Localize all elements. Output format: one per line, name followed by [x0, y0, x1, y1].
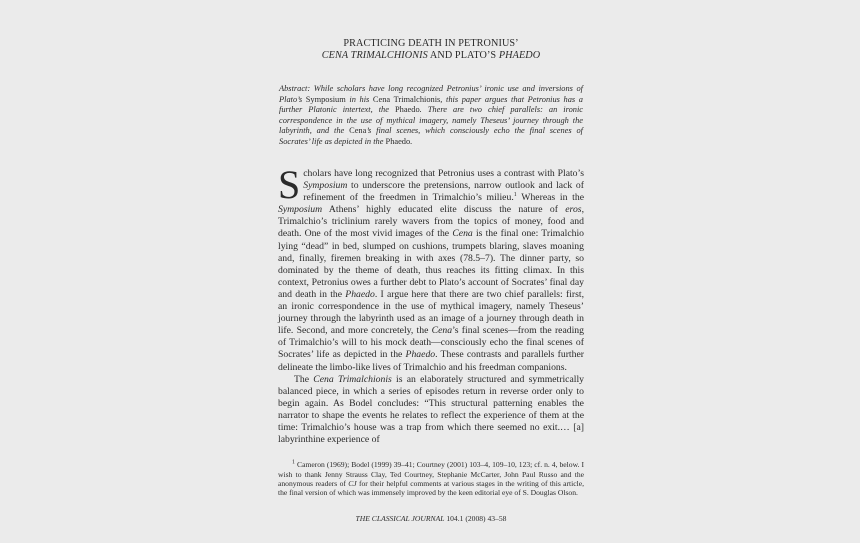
text-run: is an elaborately structured and symmetrically balanced piece, in which a series of episodes return in reverse order only to begin again. As Bodel concludes: “This structural patterning enables the narrator to shape the events he relates to reflect the experience of them at the time: Trimalchio’s house was a trap from which there seemed no exit.… [a] labyrinthine experience of: [278, 373, 584, 446]
paper-page: [278, 30, 584, 523]
abstract-text: , this paper argues that Petronius has a further Platonic intertext, the: [279, 94, 583, 114]
abstract-text: in his: [345, 94, 373, 104]
abstract-title-ref: Cena: [349, 126, 367, 135]
text-run: Whereas in the: [516, 192, 585, 204]
abstract-text: .: [410, 136, 413, 146]
abstract: [278, 84, 584, 147]
italic-run: CJ: [348, 478, 357, 488]
journal-volume: 104.1 (2008) 43–58: [444, 513, 507, 523]
text-run: Athens’ highly educated elite discuss the nature of: [322, 204, 566, 216]
text-run: cholars have long recognized that Petronius uses a contrast with Plato’s: [303, 168, 584, 179]
drop-cap: S: [278, 162, 301, 207]
text-run: The: [294, 373, 314, 385]
journal-name: THE CLASSICAL JOURNAL: [355, 513, 445, 523]
abstract-text: . There are two chief parallels: an ironic correspondence in the use of mythical imagery, namely Theseus’ journey through the labyrinth, and the: [279, 105, 584, 135]
footnote-number: 1: [292, 459, 295, 466]
italic-run: Symposium: [278, 204, 323, 216]
italic-run: Cena: [452, 228, 473, 240]
article-title-line1: PRACTICING DEATH IN PETRONIUS’: [343, 38, 519, 49]
text-run: to underscore the pretensions, narrow outlook and lack of refinement of the freedmen in Trimalchio’s milieu.: [303, 180, 584, 204]
body-text: [278, 162, 585, 446]
text-run: is the final one: Trimalchio lying “dead” in bed, slumped on cushions, trumpets blaring, slaves moaning and, finally, firemen breaking in with axes (78.5–7). The dinner party, so dominated by the theme of death, thus reaches its fitting climax. In this context, Petronius owes a further debt to Plato’s account of Socrates’ final day and death in the: [278, 228, 584, 300]
journal-citation: [278, 514, 584, 523]
paragraph-1: [278, 162, 585, 374]
paragraph-2: [278, 374, 584, 447]
abstract-title-ref: Symposium: [305, 94, 346, 104]
text-run: ’s final scenes—from the reading of Trimalchio’s will to his mock death—consciously echo the final scenes of Socrates’ life as depicted in the: [278, 325, 584, 361]
text-run: . I argue here that there are two chief parallels: first, an ironic correspondence in the use of mythical imagery, namely Theseus’ journey through the labyrinth used as an image of a journey through death in life. Second, and more concretely, the: [278, 288, 584, 337]
footnote-marker: 1: [513, 191, 517, 198]
italic-run: Symposium: [303, 180, 348, 192]
abstract-title-ref: Cena Trimalchionis: [372, 94, 441, 104]
footnote: [278, 460, 584, 498]
italic-run: Phaedo: [345, 288, 375, 300]
title-work-cena: CENA TRIMALCHIONIS: [321, 50, 428, 61]
text-run: , Trimalchio’s triclinium rarely wavers from the topics of money, food and death. One of the most vivid images of the: [278, 204, 584, 240]
italic-run: eros: [565, 204, 582, 216]
article-title-line2: [278, 50, 584, 62]
abstract-text: ’s final scenes, which consciously echo the final scenes of Socrates’ life as depicted in the: [279, 126, 583, 146]
abstract-title-ref: Phaedo: [394, 105, 420, 114]
text-run: . These contrasts and parallels further delineate the limbo-like lives of Trimalchio and his freedman companions.: [278, 349, 584, 373]
title-connector: AND PLATO’S: [427, 50, 499, 61]
italic-run: Cena Trimalchionis: [313, 373, 392, 385]
abstract-text: Abstract: While scholars have long recognized Petronius’ ironic use and inversions of Plato’s: [279, 84, 583, 104]
text-run: for their helpful comments at various stages in the writing of this article, the final version of which was immensely improved by the keen editorial eye of S. Douglas Olson.: [278, 478, 584, 498]
title-work-phaedo: PHAEDO: [498, 50, 541, 61]
italic-run: Phaedo: [405, 349, 436, 361]
italic-run: Cena: [431, 325, 453, 337]
abstract-title-ref: Phaedo: [385, 136, 411, 146]
text-run: Cameron (1969); Bodel (1999) 39–41; Courtney (2001) 103–4, 109–10, 123; cf. n. 4, below. I wish to thank Jenny Strauss Clay, Ted Courtney, Stephanie McCarter, John Paul Russo and the anonymous readers of: [278, 460, 584, 488]
